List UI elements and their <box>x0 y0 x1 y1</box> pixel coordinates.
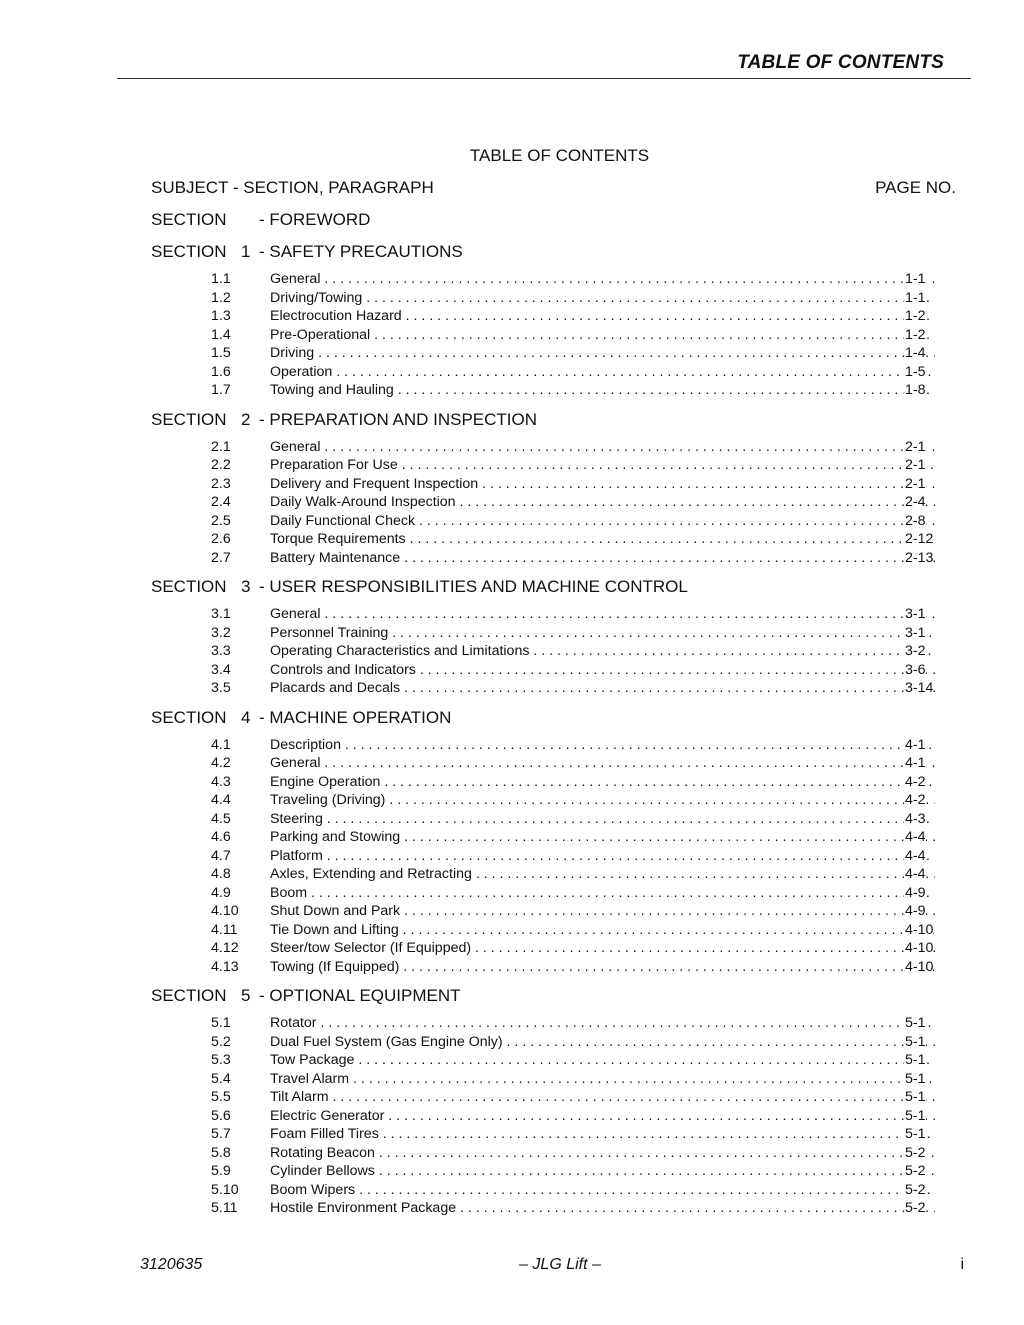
section-keyword: SECTION <box>151 577 227 596</box>
toc-entry-number: 4.5 <box>211 810 231 827</box>
toc-entry-page: 1-1 <box>905 271 926 287</box>
toc-entry-number: 2.1 <box>211 438 231 455</box>
toc-entry-number: 2.7 <box>211 549 231 566</box>
toc-entry-page: 5-1 <box>905 1015 926 1031</box>
toc-sections <box>151 208 956 1218</box>
footer-brand: – JLG Lift – <box>519 1256 601 1273</box>
toc-entry-title: Platform . . . <box>270 847 935 866</box>
toc-entry-title: Preparation For Use . . . <box>270 456 935 475</box>
toc-entry-title: Driving . . . <box>270 344 935 363</box>
toc-entry[interactable] <box>151 642 956 661</box>
toc-entry-title: Steering . . . <box>270 810 935 829</box>
toc-entry[interactable] <box>151 828 956 847</box>
toc-entry-number: 4.8 <box>211 866 231 882</box>
toc-entry-title: General . . . <box>270 754 935 773</box>
section-number: 2 <box>241 409 251 429</box>
toc-entry-title: Personnel Training . . . <box>270 624 935 643</box>
toc-section-heading <box>151 208 956 232</box>
toc-entry-number: 4.12 <box>211 940 239 956</box>
toc-entry-title: Hostile Environment Package . . . <box>270 1199 935 1218</box>
toc-entry-title: Electric Generator . . . <box>270 1107 935 1126</box>
toc-entry-page: 3-1 <box>905 606 926 622</box>
toc-entry-title: Pre-Operational . . . <box>270 326 935 345</box>
section-keyword: SECTION <box>151 707 227 727</box>
toc-entry-page: 5-2 <box>905 1163 926 1179</box>
toc-entry-page: 5-1 <box>905 1107 926 1124</box>
toc-entry[interactable] <box>151 1107 956 1126</box>
toc-entry[interactable] <box>151 363 956 382</box>
toc-entry-list <box>151 1014 956 1218</box>
toc-entry[interactable] <box>151 624 956 643</box>
toc-entry-title: Tie Down and Lifting . . . <box>270 921 935 940</box>
toc-entry-title: Operating Characteristics and Limitations . . . <box>270 642 935 661</box>
toc-entry-page: 5-1 <box>905 1126 926 1142</box>
toc-entry[interactable] <box>151 773 956 792</box>
toc-entry[interactable] <box>151 847 956 866</box>
toc-entry-page: 1-4 <box>905 345 926 361</box>
toc-entry-page: 2-4 <box>905 494 926 510</box>
toc-entry[interactable] <box>151 810 956 829</box>
table-of-contents <box>151 144 956 1222</box>
toc-entry-number: 2.4 <box>211 494 231 510</box>
toc-entry-page: 4-2 <box>905 773 926 790</box>
toc-entry[interactable] <box>151 1181 956 1200</box>
toc-entry-number: 2.3 <box>211 475 231 492</box>
toc-entry-list <box>151 605 956 698</box>
section-number: 5 <box>241 986 251 1005</box>
toc-entry[interactable] <box>151 661 956 680</box>
section-number: 1 <box>241 242 251 261</box>
toc-entry-number: 4.11 <box>211 921 238 938</box>
toc-entry[interactable] <box>151 344 956 363</box>
footer-page-number: i <box>960 1256 964 1273</box>
toc-entry-title: Torque Requirements . . . <box>270 530 935 549</box>
toc-entry-title: Boom Wipers . . . <box>270 1181 935 1200</box>
toc-section-heading <box>151 706 956 730</box>
toc-entry-title: Description . . . <box>270 736 935 755</box>
toc-entry-number: 5.1 <box>211 1015 231 1031</box>
toc-entry[interactable] <box>151 1162 956 1181</box>
toc-entry-number: 3.3 <box>211 643 231 659</box>
toc-entry-page: 4-10 <box>905 958 934 975</box>
toc-entry[interactable] <box>151 456 956 475</box>
toc-entry[interactable] <box>151 530 956 549</box>
toc-entry[interactable] <box>151 1070 956 1089</box>
toc-entry[interactable] <box>151 921 956 940</box>
toc-entry-number: 4.6 <box>211 829 231 845</box>
toc-entry-page: 5-1 <box>905 1070 926 1087</box>
toc-entry-title: Traveling (Driving) . . . <box>270 791 935 810</box>
toc-entry[interactable] <box>151 884 956 903</box>
toc-entry-title: Electrocution Hazard . . . <box>270 307 935 326</box>
toc-entry-number: 5.10 <box>211 1181 239 1198</box>
toc-section-heading <box>151 408 956 432</box>
toc-entry-number: 5.3 <box>211 1052 231 1068</box>
section-keyword: SECTION <box>151 986 227 1005</box>
toc-entry-title: Axles, Extending and Retracting . . . <box>270 865 935 884</box>
subject-column-header: SUBJECT - SECTION, PARAGRAPH <box>151 178 434 197</box>
toc-entry[interactable] <box>151 326 956 345</box>
toc-entry-page: 4-1 <box>905 736 926 753</box>
toc-entry[interactable] <box>151 902 956 921</box>
toc-entry[interactable] <box>151 1144 956 1163</box>
toc-section-heading <box>151 984 956 1008</box>
toc-entry-title: Driving/Towing . . . <box>270 289 935 308</box>
toc-entry-number: 2.6 <box>211 531 231 547</box>
toc-entry-number: 1.1 <box>211 271 231 287</box>
toc-entry-page: 3-2 <box>905 643 926 659</box>
section-number: 3 <box>241 577 251 596</box>
toc-entry-number: 3.4 <box>211 661 231 678</box>
toc-entry-number: 3.1 <box>211 606 231 622</box>
toc-entry-page: 4-4 <box>905 866 926 882</box>
toc-entry[interactable] <box>151 1014 956 1033</box>
toc-entry-number: 5.2 <box>211 1033 231 1050</box>
toc-entry-page: 4-3 <box>905 810 926 827</box>
running-header-title: TABLE OF CONTENTS <box>737 52 944 73</box>
toc-entry[interactable] <box>151 549 956 568</box>
toc-entry-title: General . . . <box>270 605 935 624</box>
toc-entry-number: 4.13 <box>211 958 239 975</box>
toc-entry-title: Rotator . . . <box>270 1014 935 1033</box>
toc-title: TABLE OF CONTENTS <box>469 146 650 165</box>
toc-entry[interactable] <box>151 1199 956 1218</box>
toc-entry-title: Operation . . . <box>270 363 935 382</box>
toc-entry[interactable] <box>151 865 956 884</box>
toc-entry-title: Rotating Beacon . . . <box>270 1144 935 1163</box>
header-rule <box>117 78 971 79</box>
section-title: - SAFETY PRECAUTIONS <box>259 242 463 261</box>
toc-entry-title: Parking and Stowing . . . <box>270 828 935 847</box>
section-title: - PREPARATION AND INSPECTION <box>259 409 538 429</box>
toc-entry-page: 3-14 <box>905 680 934 696</box>
toc-entry-number: 4.9 <box>211 884 231 901</box>
toc-entry-number: 4.3 <box>211 773 231 790</box>
toc-entry-number: 1.4 <box>211 326 231 343</box>
toc-entry[interactable] <box>151 1125 956 1144</box>
toc-entry-page: 3-1 <box>905 624 926 641</box>
toc-entry-page: 5-2 <box>905 1181 926 1198</box>
toc-entry-page: 2-1 <box>905 475 926 492</box>
toc-entry-page: 4-10 <box>905 940 934 956</box>
toc-entry-page: 5-2 <box>905 1144 926 1161</box>
toc-entry-title: Placards and Decals . . . <box>270 679 935 698</box>
section-title: - FOREWORD <box>259 210 371 229</box>
toc-section-heading <box>151 240 956 264</box>
toc-entry-number: 4.1 <box>211 736 231 753</box>
toc-entry-title: Boom . . . <box>270 884 935 903</box>
toc-entry-number: 5.5 <box>211 1089 231 1105</box>
toc-column-headers <box>151 176 956 200</box>
section-title: - OPTIONAL EQUIPMENT <box>259 986 461 1005</box>
toc-section-heading <box>151 575 956 599</box>
page-no-column-header: PAGE NO. <box>875 178 956 197</box>
toc-entry[interactable] <box>151 438 956 457</box>
toc-entry-title: Foam Filled Tires . . . <box>270 1125 935 1144</box>
toc-entry-page: 5-2 <box>905 1200 926 1216</box>
toc-entry[interactable] <box>151 289 956 308</box>
toc-entry-number: 5.4 <box>211 1070 231 1087</box>
toc-entry-number: 5.6 <box>211 1107 231 1124</box>
toc-entry-page: 4-1 <box>905 755 926 771</box>
toc-entry-title: Tilt Alarm . . . <box>270 1088 935 1107</box>
toc-entry-page: 2-8 <box>905 512 926 529</box>
toc-entry-page: 2-13 <box>905 549 934 566</box>
toc-entry[interactable] <box>151 939 956 958</box>
toc-entry-title: Engine Operation . . . <box>270 773 935 792</box>
toc-entry-page: 4-10 <box>905 921 934 938</box>
section-keyword: SECTION <box>151 242 227 261</box>
toc-entry-title: Travel Alarm . . . <box>270 1070 935 1089</box>
toc-entry-number: 5.9 <box>211 1163 231 1179</box>
toc-entry-number: 4.2 <box>211 755 231 771</box>
toc-entry-title: Battery Maintenance . . . <box>270 549 935 568</box>
toc-entry-page: 2-1 <box>905 457 926 473</box>
toc-entry-title: Tow Package . . . <box>270 1051 935 1070</box>
toc-entry-page: 2-12 <box>905 531 934 547</box>
toc-entry[interactable] <box>151 381 956 400</box>
toc-entry-page: 4-9 <box>905 903 926 919</box>
toc-entry-number: 3.2 <box>211 624 231 641</box>
toc-entry[interactable] <box>151 958 956 977</box>
toc-entry-list <box>151 736 956 977</box>
toc-entry-number: 1.2 <box>211 289 231 306</box>
toc-entry-title: Daily Functional Check . . . <box>270 512 935 531</box>
toc-entry-page: 5-1 <box>905 1052 926 1068</box>
toc-entry[interactable] <box>151 512 956 531</box>
toc-entry-page: 1-5 <box>905 363 926 380</box>
toc-entry-page: 4-9 <box>905 884 926 901</box>
section-number: 4 <box>241 707 251 727</box>
toc-entry-title: General . . . <box>270 438 935 457</box>
footer-doc-number: 3120635 <box>140 1256 203 1273</box>
toc-entry-title: Controls and Indicators . . . <box>270 661 935 680</box>
toc-entry-title: General . . . <box>270 270 935 289</box>
toc-entry-number: 3.5 <box>211 680 231 696</box>
toc-entry[interactable] <box>151 679 956 698</box>
toc-entry-number: 1.7 <box>211 382 231 398</box>
toc-entry-page: 4-2 <box>905 792 926 808</box>
toc-entry-page: 4-4 <box>905 847 926 864</box>
toc-entry-page: 4-4 <box>905 829 926 845</box>
toc-entry-page: 5-1 <box>905 1089 926 1105</box>
toc-entry-title: Towing (If Equipped) . . . <box>270 958 935 977</box>
toc-entry-number: 5.8 <box>211 1144 231 1161</box>
toc-entry-title: Shut Down and Park . . . <box>270 902 935 921</box>
toc-entry[interactable] <box>151 1033 956 1052</box>
toc-entry[interactable] <box>151 475 956 494</box>
toc-entry-number: 4.10 <box>211 903 239 919</box>
toc-entry-page: 1-2 <box>905 326 926 343</box>
toc-entry[interactable] <box>151 736 956 755</box>
toc-entry-number: 4.4 <box>211 792 231 808</box>
section-keyword: SECTION <box>151 409 227 429</box>
section-keyword: SECTION <box>151 210 227 229</box>
toc-entry[interactable] <box>151 1051 956 1070</box>
toc-entry-title: Dual Fuel System (Gas Engine Only) . . . <box>270 1033 935 1052</box>
toc-entry-number: 5.11 <box>211 1200 238 1216</box>
toc-entry-page: 1-2 <box>905 308 926 324</box>
toc-entry[interactable] <box>151 605 956 624</box>
toc-entry-page: 5-1 <box>905 1033 926 1050</box>
toc-entry-title: Cylinder Bellows . . . <box>270 1162 935 1181</box>
toc-entry-number: 2.2 <box>211 457 231 473</box>
toc-entry-page: 1-8 <box>905 382 926 398</box>
toc-entry[interactable] <box>151 493 956 512</box>
toc-entry-number: 2.5 <box>211 512 231 529</box>
section-title: - USER RESPONSIBILITIES AND MACHINE CONTROL <box>259 577 688 596</box>
toc-entry-page: 3-6 <box>905 661 926 678</box>
toc-entry[interactable] <box>151 754 956 773</box>
toc-entry[interactable] <box>151 307 956 326</box>
toc-entry-number: 4.7 <box>211 847 231 864</box>
toc-entry-title: Daily Walk-Around Inspection . . . <box>270 493 935 512</box>
toc-entry-page: 1-1 <box>905 289 926 306</box>
toc-entry-number: 1.6 <box>211 363 231 380</box>
toc-entry-list <box>151 438 956 568</box>
toc-entry-title: Towing and Hauling . . . <box>270 381 935 400</box>
toc-entry-title: Delivery and Frequent Inspection . . . <box>270 475 935 494</box>
section-title: - MACHINE OPERATION <box>259 707 452 727</box>
toc-entry-list <box>151 270 956 400</box>
toc-entry-number: 1.3 <box>211 308 231 324</box>
toc-entry-number: 1.5 <box>211 345 231 361</box>
toc-entry-title: Steer/tow Selector (If Equipped) . . . <box>270 939 935 958</box>
toc-entry[interactable] <box>151 791 956 810</box>
toc-entry-number: 5.7 <box>211 1126 231 1142</box>
toc-entry[interactable] <box>151 1088 956 1107</box>
toc-entry-page: 2-1 <box>905 438 926 455</box>
toc-entry[interactable] <box>151 270 956 289</box>
